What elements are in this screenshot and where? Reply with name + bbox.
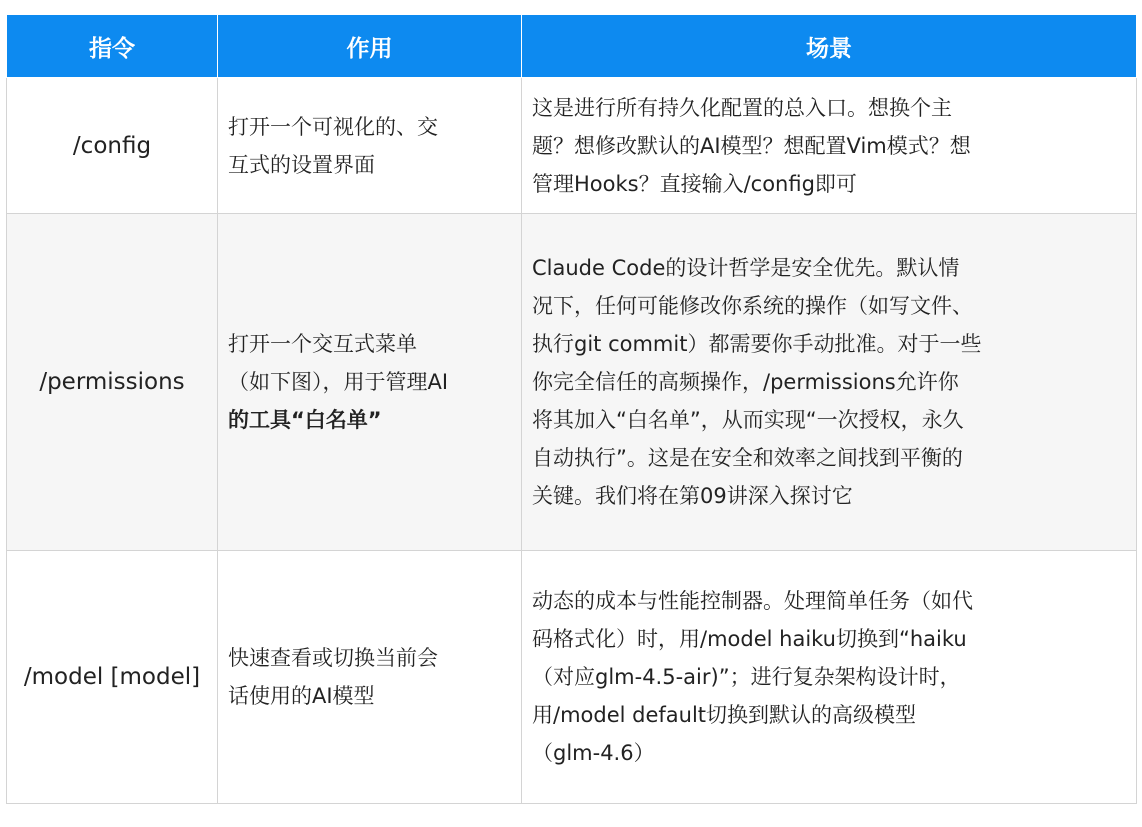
usage-cell: [218, 214, 522, 551]
command-cell: /config: [7, 78, 218, 214]
table-header: [7, 15, 1137, 78]
command-cell: /permissions: [7, 214, 218, 551]
scenario-text: 动态的成本与性能控制器。处理简单任务（如代 码格式化）时，用/model haiku切换到“haiku （对应glm-4.5-air)”；进行复杂架构设计时， 用/model default切换到默认的高级模型 （glm-4.6）: [532, 589, 973, 765]
table-row: [7, 551, 1137, 804]
usage-text: 打开一个可视化的、交 互式的设置界面: [228, 114, 438, 177]
scenario-cell: [522, 78, 1137, 214]
table-row: [7, 214, 1137, 551]
header-command: 指令: [7, 15, 218, 78]
header-row: [7, 15, 1137, 78]
usage-text: 快速查看或切换当前会 话使用的AI模型: [228, 646, 438, 708]
scenario-cell: [522, 214, 1137, 551]
table-body: [7, 78, 1137, 804]
header-usage: 作用: [218, 15, 522, 78]
scenario-text: Claude Code的设计哲学是安全优先。默认情 况下，任何可能修改你系统的操作（如写文件、 执行git commit）都需要你手动批准。对于一些 你完全信任的高频操作，/permissions允许你 将其加入“白名单”，从而实现“一次授权，永久 自动执行”。这是在安全和效率之间找到平衡的 关键。我们将在第09讲深入探讨它: [532, 256, 982, 508]
usage-text: 打开一个交互式菜单 （如下图），用于管理AI: [228, 332, 449, 394]
scenario-text: 这是进行所有持久化配置的总入口。想换个主 题？想修改默认的AI模型？想配置Vim模式？想 管理Hooks？直接输入/config即可: [532, 95, 971, 196]
scenario-cell: [522, 551, 1137, 804]
header-scenario: 场景: [522, 15, 1137, 78]
usage-cell: [218, 551, 522, 804]
commands-table: [6, 14, 1137, 804]
usage-cell: [218, 78, 522, 214]
usage-emphasis-text: 的工具“白名单”: [228, 408, 382, 432]
table-row: [7, 78, 1137, 214]
command-cell: /model [model]: [7, 551, 218, 804]
